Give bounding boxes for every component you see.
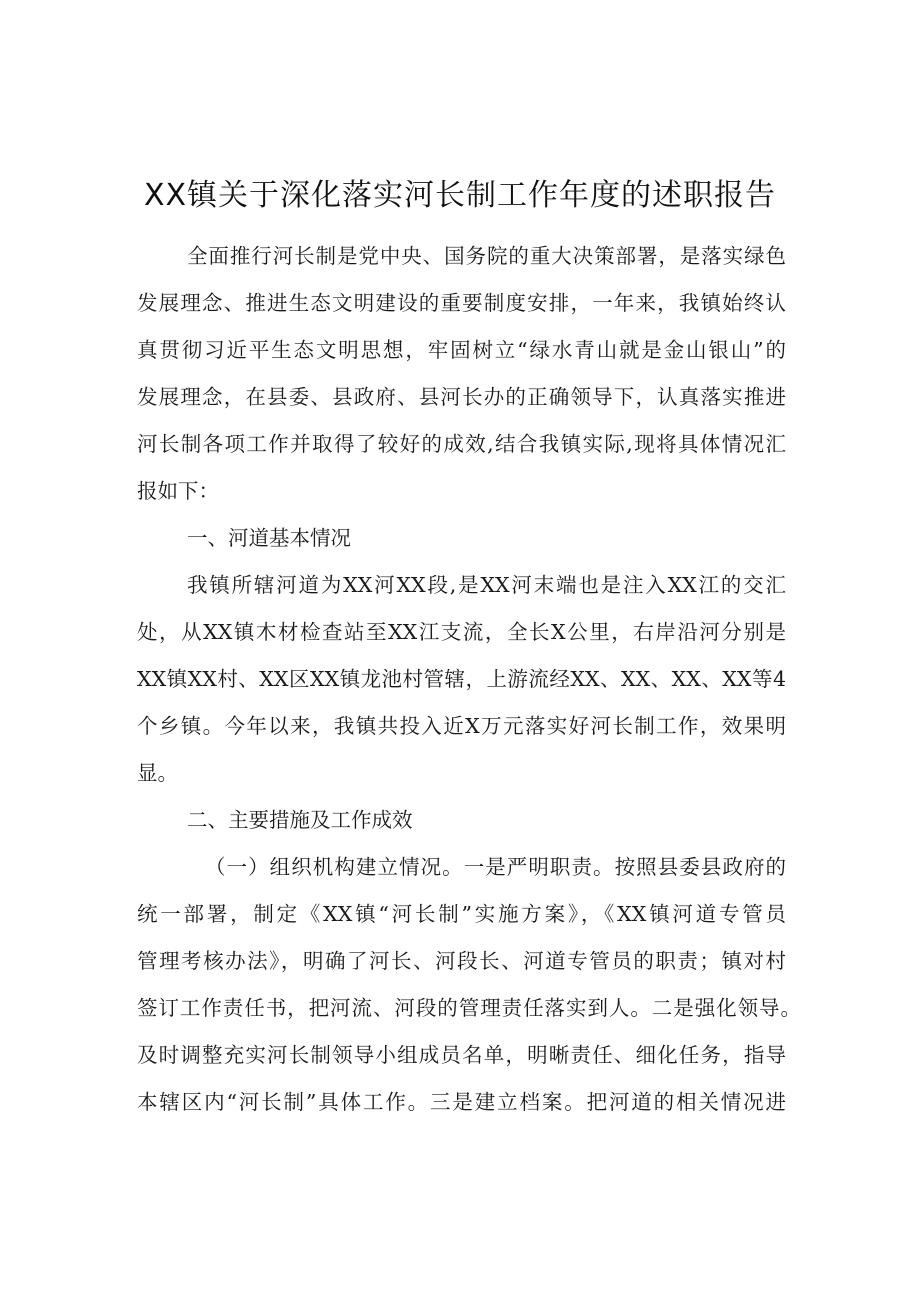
paragraph-line: 发展理念、推进生态文明建设的重要制度安排，一年来，我镇始终认	[137, 291, 786, 315]
paragraph-line: 发展理念，在县委、县政府、县河长办的正确领导下，认真落实推进	[137, 385, 786, 409]
paragraph-line: 真贯彻习近平生态文明思想，牢固树立“绿水青山就是金山银山”的	[137, 338, 786, 362]
paragraph-line: 本辖区内“河长制”具体工作。三是建立档案。把河道的相关情况进	[137, 1090, 786, 1114]
paragraph-line: 统一部署，制定《XX镇“河长制”实施方案》，《XX镇河道专管员	[137, 902, 786, 926]
paragraph-line: 签订工作责任书，把河流、河段的管理责任落实到人。二是强化领导。	[137, 996, 801, 1020]
paragraph-line: 全面推行河长制是党中央、国务院的重大决策部署，是落实绿色	[187, 244, 786, 268]
paragraph-line: 及时调整充实河长制领导小组成员名单，明晰责任、细化任务，指导	[137, 1043, 786, 1067]
paragraph-line: 我镇所辖河道为XX河XX段,是XX河末端也是注入XX江的交汇	[187, 573, 786, 597]
paragraph-line: 个乡镇。今年以来，我镇共投入近X万元落实好河长制工作，效果明	[137, 714, 786, 738]
paragraph-line: 报如下：	[137, 479, 219, 503]
paragraph-line: 河长制各项工作并取得了较好的成效,结合我镇实际,现将具体情况汇	[137, 432, 786, 456]
paragraph-line: 管理考核办法》，明确了河长、河段长、河道专管员的职责；镇对村	[137, 949, 786, 973]
document-title: XX镇关于深化落实河长制工作年度的述职报告	[143, 178, 777, 213]
paragraph-line: 处，从XX镇木材检查站至XX江支流，全长X公里，右岸沿河分别是	[137, 620, 786, 644]
paragraph-line: 显。	[137, 761, 178, 785]
section-heading: 一、河道基本情况	[187, 526, 351, 550]
paragraph-line: XX镇XX村、XX区XX镇龙池村管辖，上游流经XX、XX、XX、XX等4	[137, 667, 786, 691]
section-heading: 二、主要措施及工作成效	[187, 808, 413, 832]
paragraph-line: （一）组织机构建立情况。一是严明职责。按照县委县政府的	[205, 855, 786, 879]
